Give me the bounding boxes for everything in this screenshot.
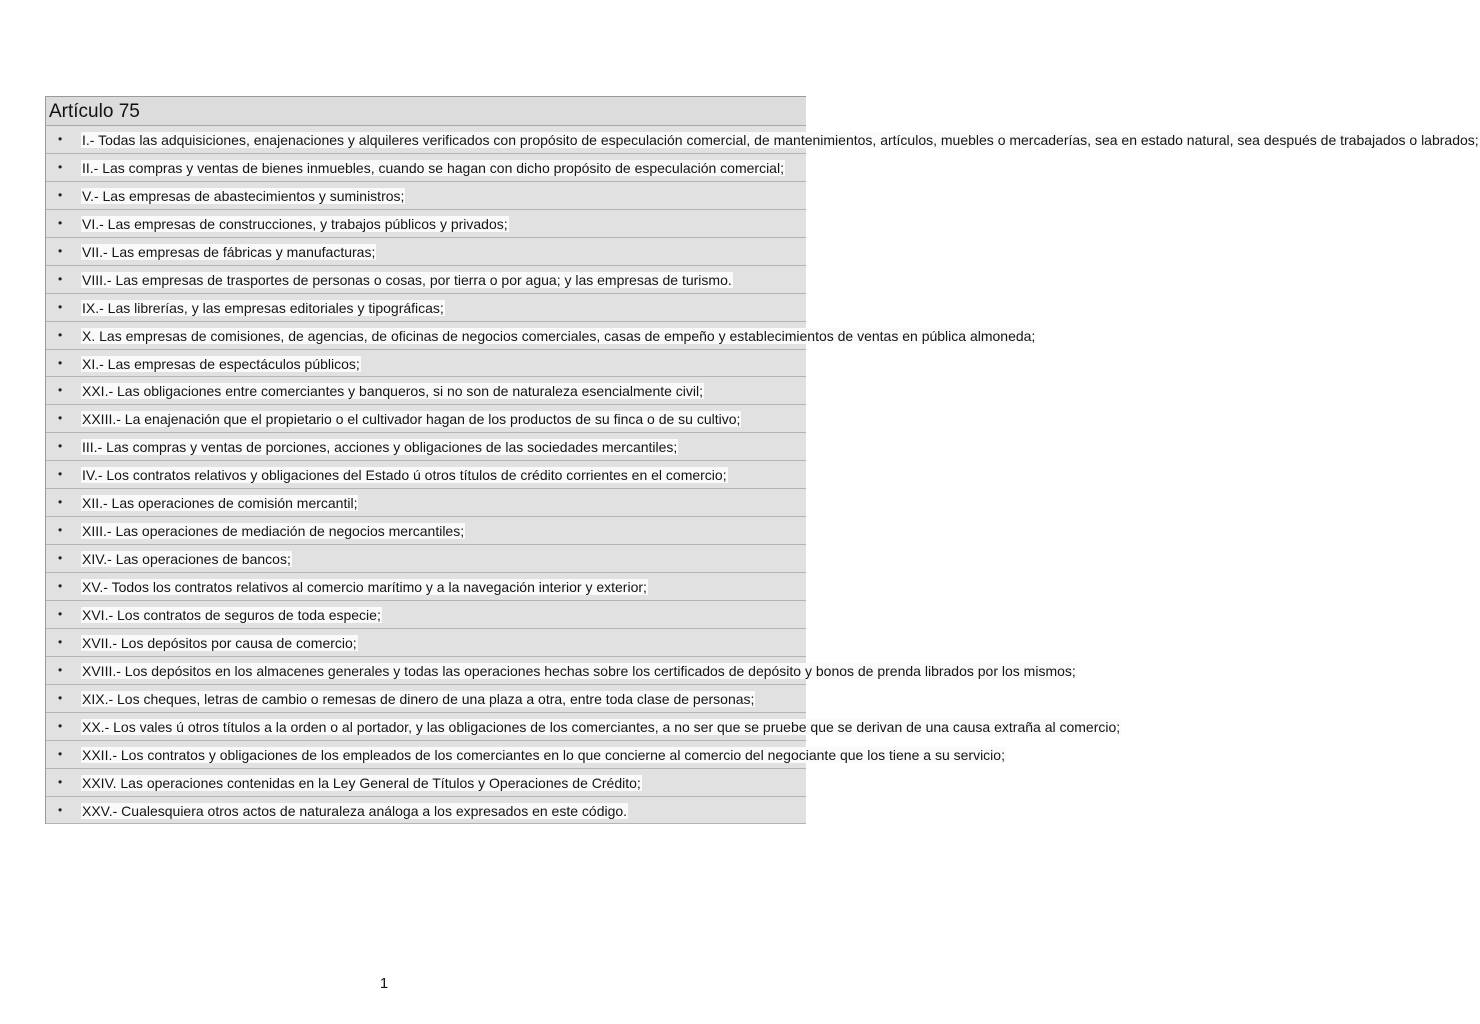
list-item-text: V.- Las empresas de abastecimientos y suministros; (82, 187, 405, 204)
bullet-icon: • (58, 271, 63, 286)
list-item-text: VI.- Las empresas de construcciones, y trabajos públicos y privados; (82, 215, 508, 232)
list-item-text: XXII.- Los contratos y obligaciones de los empleados de los comerciantes en lo que concierne al comercio del negociante que los tiene a su servicio; (82, 746, 1005, 763)
list-item-text: XIV.- Las operaciones de bancos; (82, 551, 291, 568)
list-item (46, 405, 806, 433)
list-item (46, 377, 806, 405)
bullet-icon: • (58, 327, 63, 342)
list-item-text: IV.- Los contratos relativos y obligaciones del Estado ú otros títulos de crédito corrientes en el comercio; (82, 467, 727, 484)
bullet-icon: • (58, 690, 63, 705)
bullet-icon: • (58, 774, 63, 789)
list-item-text: XXI.- Las obligaciones entre comerciantes y banqueros, si no son de naturaleza esencialmente civil; (82, 383, 704, 400)
page-number: 1 (379, 975, 389, 992)
bullet-icon: • (58, 159, 63, 174)
list-item (46, 489, 806, 517)
list-item (46, 182, 806, 210)
list-item-text: XVII.- Los depósitos por causa de comercio; (82, 634, 357, 651)
list-item (46, 741, 1005, 769)
list-item (46, 154, 806, 182)
list-item-text: XXIV. Las operaciones contenidas en la Ley General de Títulos y Operaciones de Crédito; (82, 774, 641, 791)
list-item-text: XXIII.- La enajenación que el propietario o el cultivador hagan de los productos de su finca o de su cultivo; (82, 411, 741, 428)
list-item-text: XI.- Las empresas de espectáculos públicos; (82, 355, 360, 372)
list-item (46, 433, 806, 461)
list-item-text: II.- Las compras y ventas de bienes inmuebles, cuando se hagan con dicho propósito de especulación comercial; (82, 159, 784, 176)
list-item (46, 573, 806, 601)
bullet-icon: • (58, 495, 63, 510)
bullet-icon: • (58, 215, 63, 230)
list-item (46, 545, 806, 573)
list-item-text: XIX.- Los cheques, letras de cambio o remesas de dinero de una plaza a otra, entre toda clase de personas; (82, 690, 755, 707)
list-item (46, 629, 806, 657)
article-table (45, 96, 1479, 824)
bullet-icon: • (58, 355, 63, 370)
list-item-text: XXV.- Cualesquiera otros actos de naturaleza análoga a los expresados en este código. (82, 802, 628, 819)
bullet-icon: • (58, 551, 63, 566)
list-item (46, 657, 1076, 685)
list-item-text: XV.- Todos los contratos relativos al comercio marítimo y a la navegación interior y exterior; (82, 579, 647, 595)
list-item (46, 713, 1121, 741)
list-item-text: XVIII.- Los depósitos en los almacenes generales y todas las operaciones hechas sobre los certificados de depósito y bonos de prenda librados por los mismos; (82, 662, 1076, 679)
bullet-icon: • (58, 579, 63, 593)
bullet-icon: • (58, 718, 63, 733)
list-item-text: III.- Las compras y ventas de porciones, acciones y obligaciones de las sociedades mercantiles; (82, 439, 678, 456)
bullet-icon: • (58, 187, 63, 202)
article-items-list (46, 126, 1479, 824)
list-item (46, 238, 806, 266)
list-item-text: X. Las empresas de comisiones, de agencias, de oficinas de negocios comerciales, casas de empeño y establecimientos de ventas en pública almoneda; (82, 327, 1036, 344)
bullet-icon: • (58, 411, 63, 426)
bullet-icon: • (58, 802, 63, 817)
article-title: Artículo 75 (46, 97, 806, 126)
list-item (46, 461, 806, 489)
list-item (46, 685, 806, 713)
list-item-text: IX.- Las librerías, y las empresas editoriales y tipográficas; (82, 299, 444, 316)
list-item-text: XVI.- Los contratos de seguros de toda especie; (82, 606, 381, 623)
bullet-icon: • (58, 243, 63, 258)
bullet-icon: • (58, 662, 63, 677)
bullet-icon: • (58, 439, 63, 454)
list-item (46, 350, 806, 378)
list-item (46, 210, 806, 238)
list-item (46, 294, 806, 322)
bullet-icon: • (58, 634, 63, 649)
list-item (46, 517, 806, 545)
list-item-text: VIII.- Las empresas de trasportes de personas o cosas, por tierra o por agua; y las empresas de turismo. (82, 271, 732, 288)
list-item-text: XIII.- Las operaciones de mediación de negocios mercantiles; (82, 523, 465, 540)
list-item (46, 769, 806, 797)
list-item (46, 322, 1036, 350)
bullet-icon: • (58, 467, 63, 482)
bullet-icon: • (58, 299, 63, 314)
list-item-text: XX.- Los vales ú otros títulos a la orden o al portador, y las obligaciones de los comerciantes, a no ser que se pruebe que se derivan de una causa extraña al comercio; (82, 718, 1121, 735)
bullet-icon: • (58, 132, 63, 146)
bullet-icon: • (58, 383, 63, 398)
bullet-icon: • (58, 523, 63, 538)
bullet-icon: • (58, 746, 63, 761)
list-item-text: XII.- Las operaciones de comisión mercantil; (82, 495, 358, 512)
list-item-text: VII.- Las empresas de fábricas y manufacturas; (82, 243, 376, 260)
list-item (46, 797, 806, 825)
list-item-text: I.- Todas las adquisiciones, enajenaciones y alquileres verificados con propósito de especulación comercial, de mantenimientos, artículos, muebles o mercaderías, sea en estado natural, sea después de trabajados o labrados; (82, 132, 1479, 148)
bullet-icon: • (58, 606, 63, 621)
list-item (46, 126, 1479, 154)
list-item (46, 266, 806, 294)
list-item (46, 601, 806, 629)
